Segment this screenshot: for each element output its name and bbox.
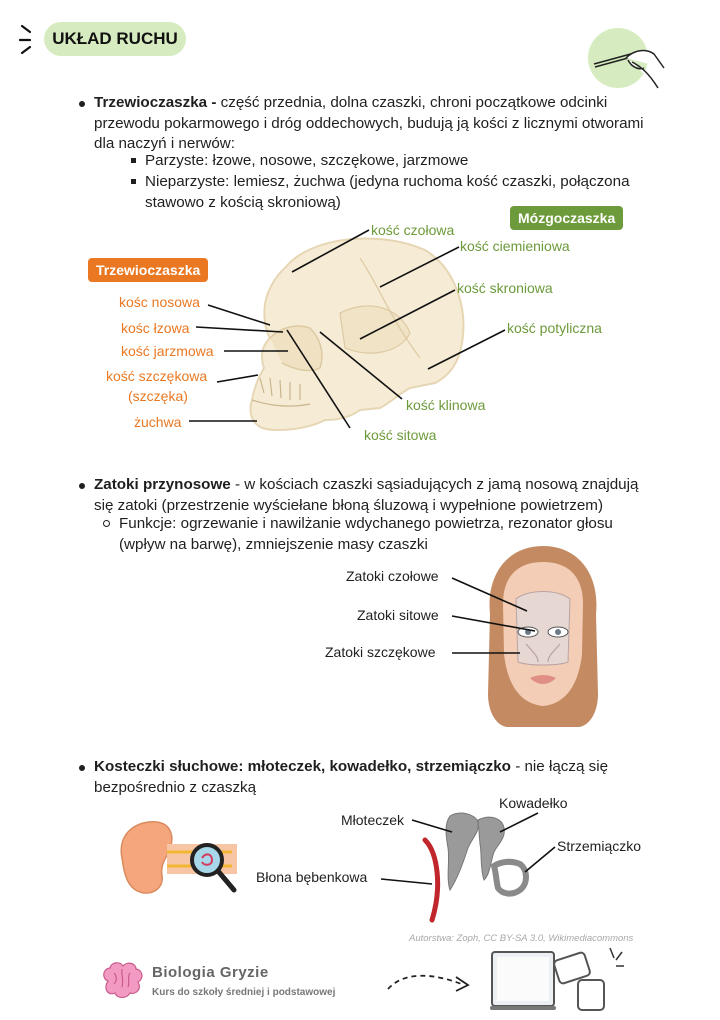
label-kosc-czolowa: kość czołowa [371,222,455,238]
tag-mozgoczaszka: Mózgoczaszka [510,206,623,230]
label-kosc-skroniowa: kość skroniowa [457,280,553,296]
tag-trzewioczaszka: Trzewioczaszka [88,258,208,282]
section3-text: - nie łączą się bezpośrednio z czaszką [94,758,609,796]
label-kosc-nosowa: kośc nosowa [119,294,200,310]
label-kosc-lzowa: kośc łzowa [121,320,190,336]
image-credit: Autorstwa: Zoph, CC BY-SA 3.0, Wikimediacommons [409,933,634,944]
section2-text: - w kościach czaszki sąsiadujących z jamą nosową znajdują się zatoki (przestrzenie wyściełane błoną śluzową i wypełnione powietrzem) [94,476,639,514]
brand-name: Biologia Gryzie [152,964,269,981]
section3-term: Kosteczki słuchowe: młoteczek, kowadełko, strzemiączko [94,758,511,775]
section1-sub1: Parzyste: łzowe, nosowe, szczękowe, jarzmowe [145,152,469,169]
brain-logo-icon [100,961,144,1001]
label-zatoki-czolowe: Zatoki czołowe [346,568,439,584]
section2-sub1: Funkcje: ogrzewanie i nawilżanie wdychanego powietrza, rezonator głosu (wpływ na barwę), zmniejszenie masy czaszki [119,515,613,553]
section1-sub2: Nieparzyste: lemiesz, żuchwa (jedyna ruchoma kość czaszki, połączona stawowo z kością skroniową) [145,173,630,211]
label-strzemiaczko: Strzemiączko [557,838,642,854]
label-kowadelko: Kowadełko [499,795,568,811]
label-kosc-ciemieniowa: kość ciemieniowa [460,238,570,254]
section2-term: Zatoki przynosowe [94,476,231,493]
arrow-icon [384,965,480,1005]
label-zatoki-sitowe: Zatoki sitowe [357,607,439,623]
label-zatoki-szczekowe: Zatoki szczękowe [325,644,436,660]
page-title: UKŁAD RUCHU [44,22,186,56]
label-szczeka: (szczęka) [128,388,188,404]
label-kosc-jarzmowa: kość jarzmowa [121,343,214,359]
brand-subtitle: Kurs do szkoły średniej i podstawowej [152,987,336,998]
devices-illustration [490,944,640,1016]
label-blona-bebenkowa: Błona bębenkowa [256,869,368,885]
label-kosc-klinowa: kość klinowa [406,397,486,413]
label-kosc-sitowa: kość sitowa [364,427,437,443]
label-mloteczek: Młoteczek [341,812,405,828]
label-kosc-potyliczna: kość potyliczna [507,320,602,336]
label-kosc-szczekowa: kość szczękowa [106,368,208,384]
section1-text: część przednia, dolna czaszki, chroni początkowe odcinki przewodu pokarmowego i dróg oddechowych, budują ją kości z licznymi otworami dla naczyń i nerwów: [94,94,644,152]
section1-term: Trzewioczaszka - [94,94,217,111]
label-zuchwa: żuchwa [134,414,182,430]
